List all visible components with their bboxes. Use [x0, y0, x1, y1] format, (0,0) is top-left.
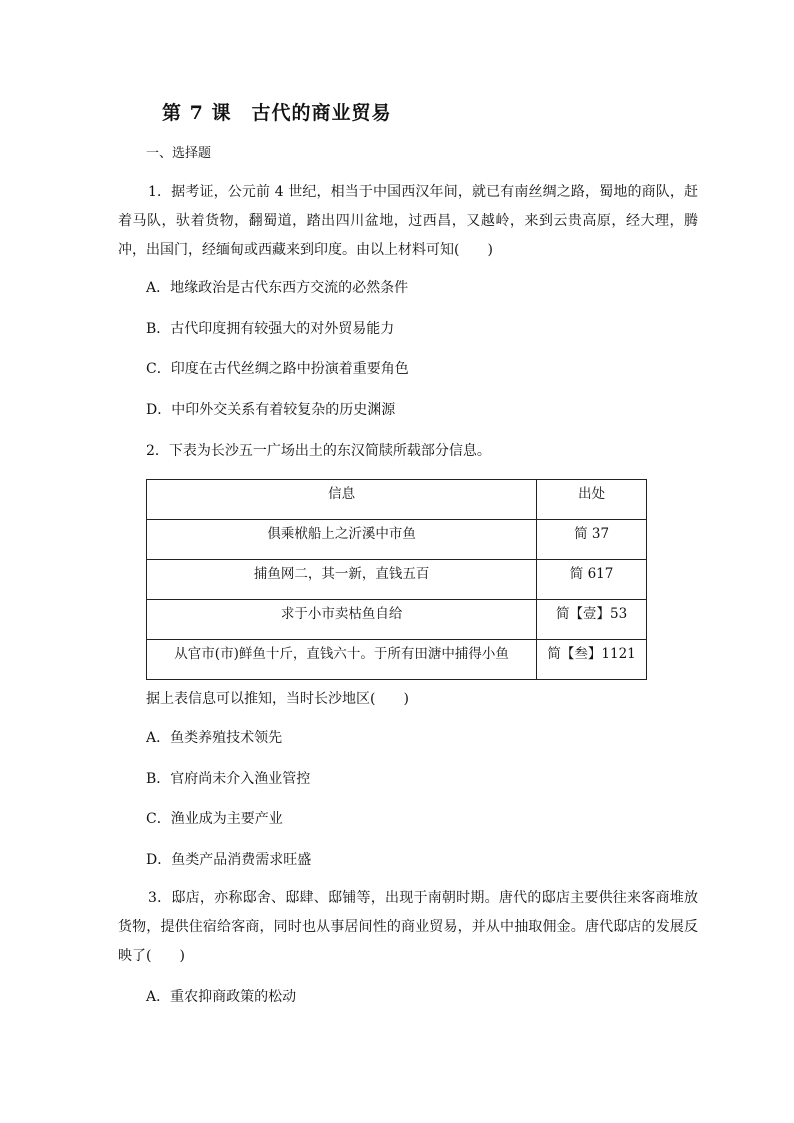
- question-2-option-c: C．渔业成为主要产业: [146, 811, 283, 827]
- question-1-option-d: D．中印外交关系有着较复杂的历史渊源: [146, 402, 396, 418]
- lesson-title: 第 7 课 古代的商业贸易: [162, 102, 392, 124]
- question-1-option-c: C．印度在古代丝绸之路中扮演着重要角色: [146, 361, 409, 377]
- question-2-option-a: A．鱼类养殖技术领先: [146, 730, 283, 746]
- question-1-option-a: A．地缘政治是古代东西方交流的必然条件: [146, 280, 409, 296]
- table-cell: 简【壹】53: [537, 600, 647, 640]
- table-row: [147, 600, 647, 640]
- table-row: [147, 520, 647, 560]
- question-2-option-d: D．鱼类产品消费需求旺盛: [146, 852, 312, 868]
- table-header-cell: 信息: [147, 480, 537, 520]
- table-header-cell: 出处: [537, 480, 647, 520]
- table-cell: 从官市(市)鲜鱼十斤，直钱六十。于所有田溏中捕得小鱼: [147, 640, 537, 680]
- question-1-option-b: B．古代印度拥有较强大的对外贸易能力: [146, 321, 395, 337]
- question-2-prompt: 据上表信息可以推知，当时长沙地区( ): [146, 691, 409, 707]
- table-cell: 简【叁】1121: [537, 640, 647, 680]
- table-row: [147, 560, 647, 600]
- info-table: [146, 479, 647, 680]
- section-heading: 一、选择题: [146, 146, 212, 161]
- question-3-option-a: A．重农抑商政策的松动: [146, 989, 297, 1005]
- question-2-stem: 2．下表为长沙五一广场出土的东汉简牍所载部分信息。: [146, 443, 491, 459]
- question-3-stem: 3．邸店，亦称邸舍、邸肆、邸铺等，出现于南朝时期。唐代的邸店主要供往来客商堆放货物，提供住宿给客商，同时也从事居间性的商业贸易，并从中抽取佣金。唐代邸店的发展反映了( ): [118, 890, 698, 964]
- question-2-option-b: B．官府尚未介入渔业管控: [146, 771, 311, 787]
- table-cell: 求于小市卖枯鱼自给: [147, 600, 537, 640]
- table-cell: 简 37: [537, 520, 647, 560]
- table-header-row: [147, 480, 647, 520]
- table-cell: 简 617: [537, 560, 647, 600]
- question-1-stem: 1．据考证，公元前 4 世纪，相当于中国西汉年间，就已有南丝绸之路，蜀地的商队，赶着马队，驮着货物，翻蜀道，踏出四川盆地，过西昌，又越岭，来到云贵高原，经大理，腾冲，出国门，经缅甸或西藏来到印度。由以上材料可知( ): [118, 184, 698, 258]
- table-cell: 俱乘栿船上之沂溪中市鱼: [147, 520, 537, 560]
- table-cell: 捕鱼网二，其一新，直钱五百: [147, 560, 537, 600]
- table-row: [147, 640, 647, 680]
